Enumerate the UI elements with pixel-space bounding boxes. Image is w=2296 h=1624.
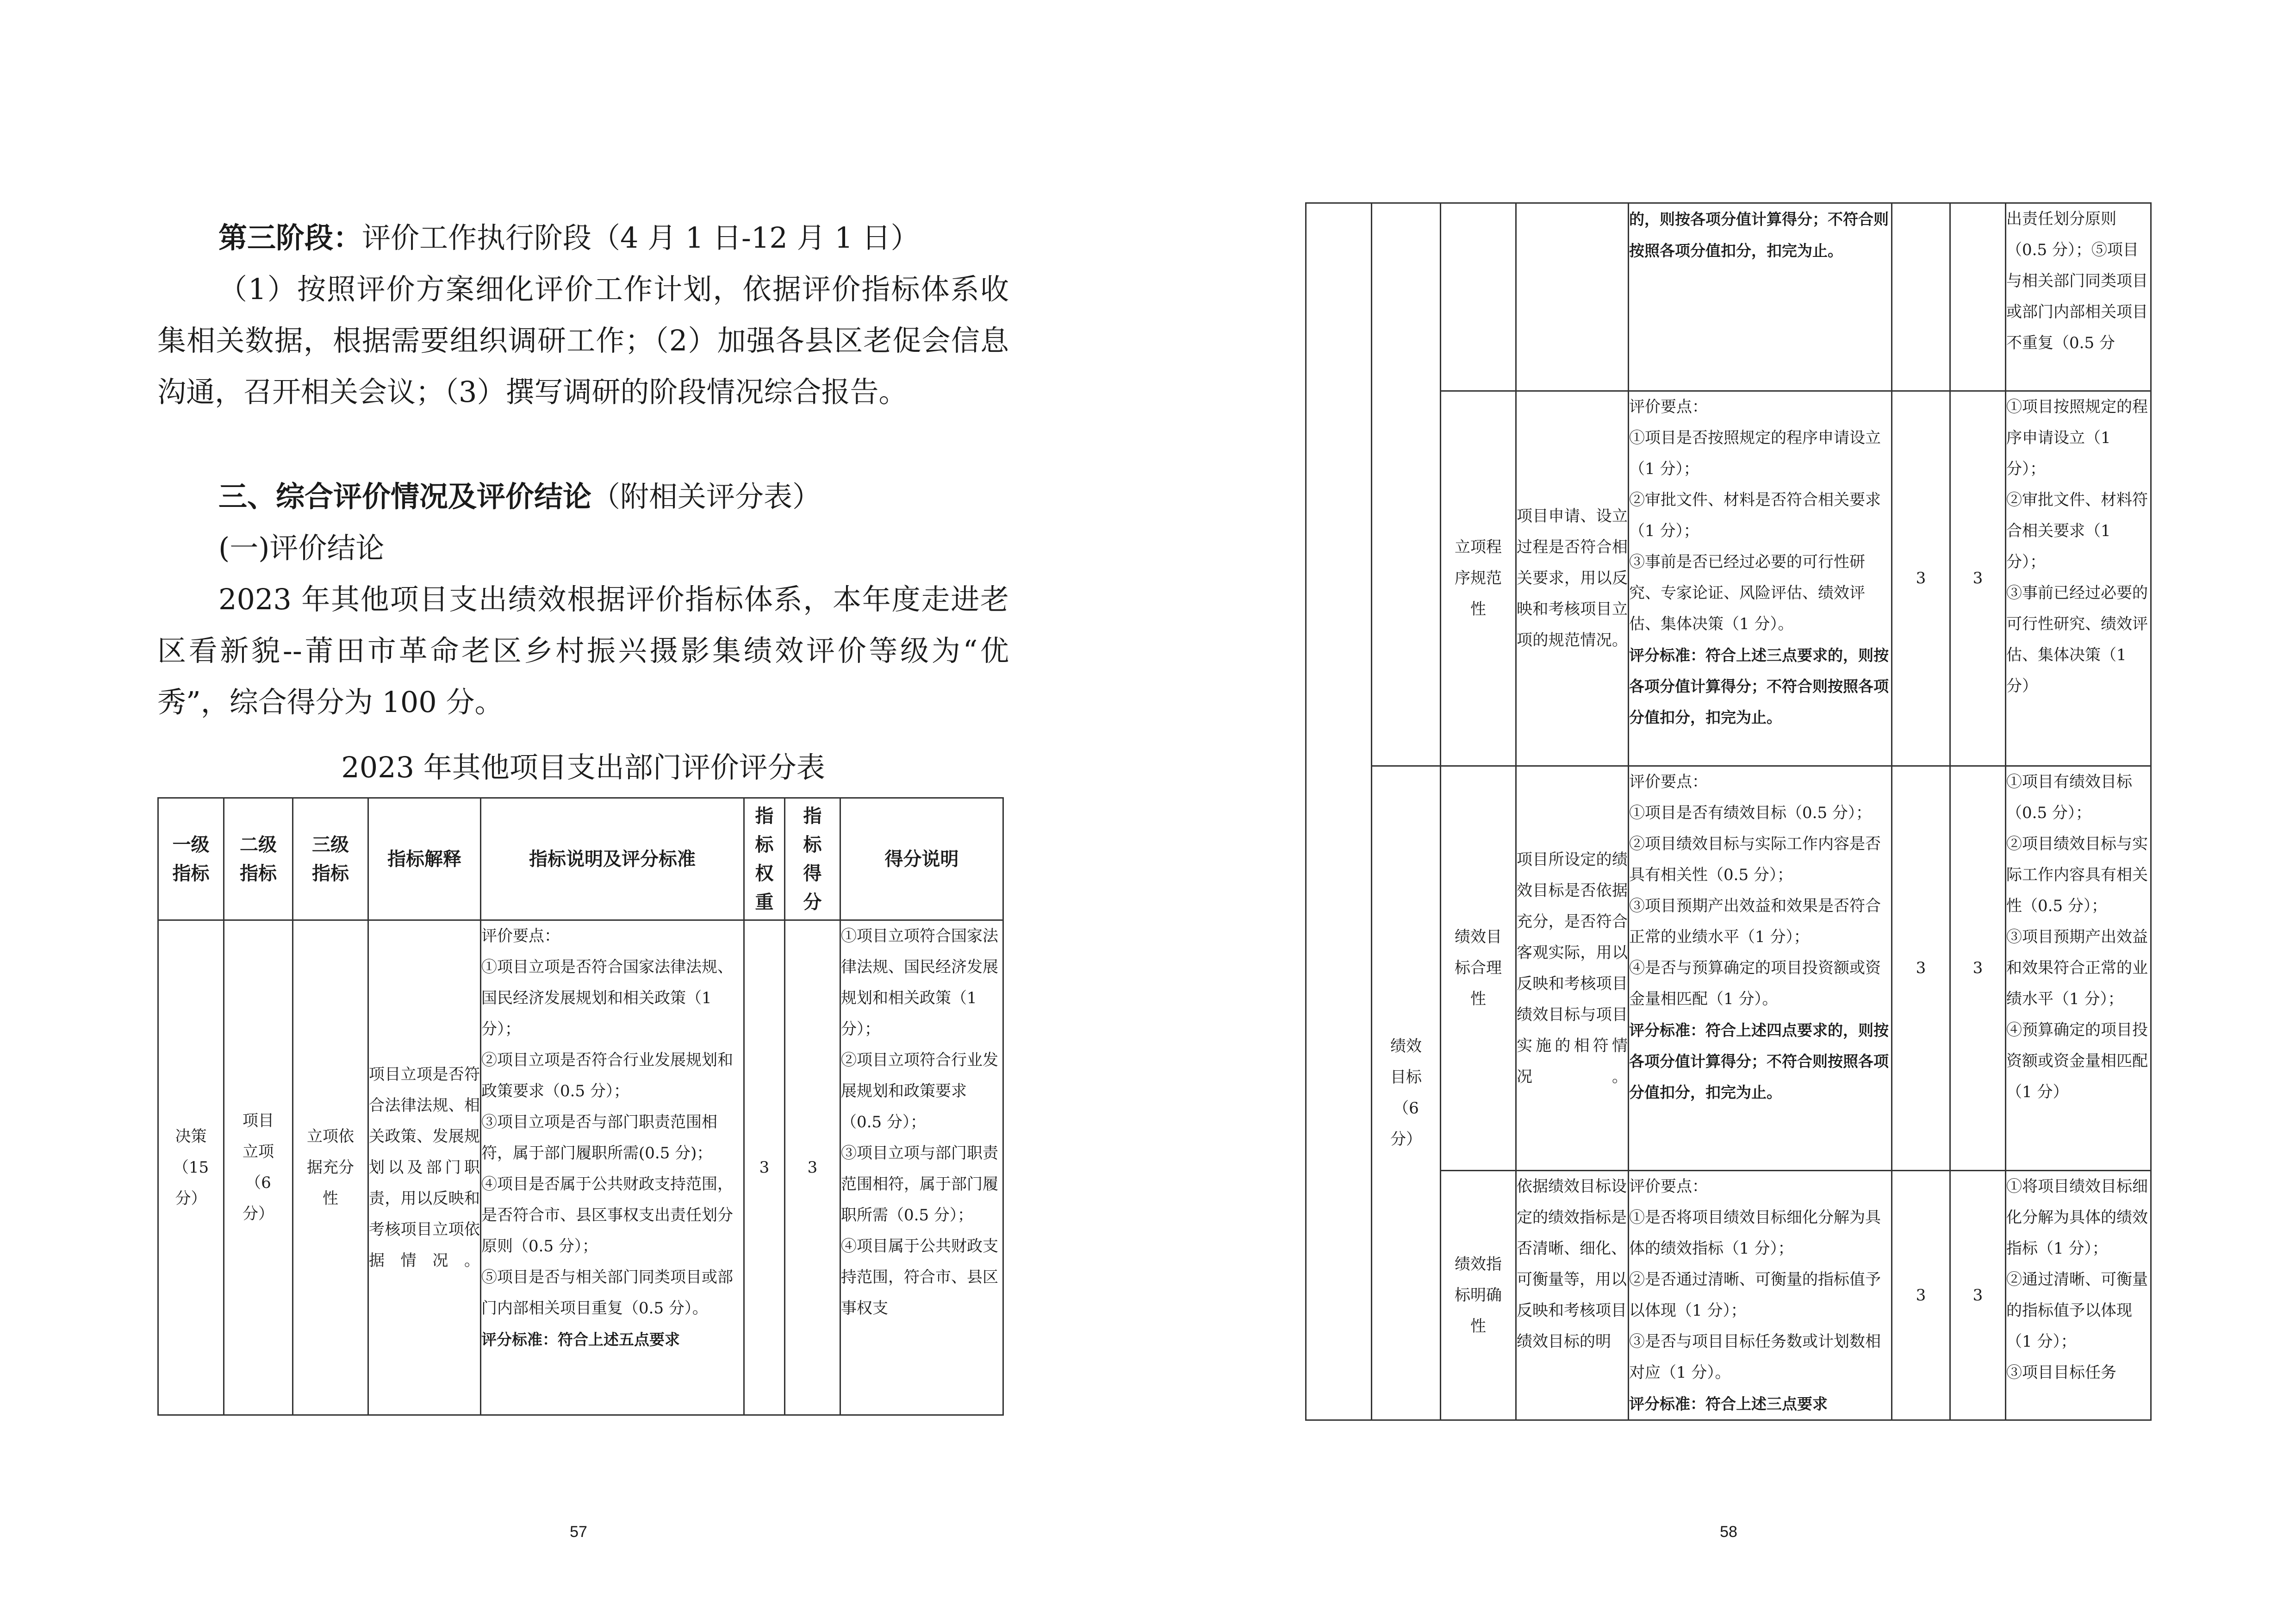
table-header-row (158, 798, 1003, 920)
cell-weight: 3 (1892, 766, 1950, 1171)
stage3-detail: （1）按照评价方案细化评价工作计划，依据评价指标体系收集相关数据，根据需要组织调研工作；（2）加强各县区老促会信息沟通，召开相关会议；（3）撰写调研的阶段情况综合报告。 (157, 272, 1009, 409)
cell-remark: ①项目有绩效目标（0.5 分）； ②项目绩效目标与实际工作内容具有相关性（0.5 分）； ③项目预期产出效益和效果符合正常的业绩水平（1 分）； ④预算确定的项目投资额或资金量相匹配（1 分） (2006, 766, 2151, 1171)
cell-score: 3 (785, 920, 840, 1415)
cell-explanation: 项目所设定的绩效目标是否依据充分，是否符合客观实际，用以反映和考核项目绩效目标与项目实施的相符情况。 (1516, 766, 1629, 1171)
cell-weight: 3 (1892, 1171, 1950, 1420)
cell-score: 3 (1950, 391, 2006, 766)
cell-score: 3 (1950, 1171, 2006, 1420)
cell-weight: 3 (1892, 391, 1950, 766)
cell-criteria-continued: 的，则按各项分值计算得分；不符合则按照各项分值扣分，扣完为止。 (1629, 203, 1892, 391)
table-row (1306, 203, 2151, 391)
cell-remark: ①项目立项符合国家法律法规、国民经济发展规划和相关政策（1分）； ②项目立项符合行业发展规划和政策要求（0.5 分）； ③项目立项与部门职责范围相符，属于部门履职所需（0.5 分）； ④项目属于公共财政支持范围，符合市、县区事权支 (840, 920, 1003, 1415)
page-number: 58 (1720, 1523, 1737, 1541)
score-table-left (157, 797, 1004, 1416)
stage3-text: 评价工作执行阶段（4 月 1 日-12 月 1 日） (362, 221, 920, 255)
cell-remark: ①项目按照规定的程序申请设立（1 分）； ②审批文件、材料符合相关要求（1 分）； ③事前已经过必要的可行性研究、绩效评估、集体决策（1 分） (2006, 391, 2151, 766)
cell-level3: 立项程序规范性 (1441, 391, 1516, 766)
section3-heading: 三、综合评价情况及评价结论 (218, 480, 592, 513)
stage3-label: 第三阶段： (218, 221, 362, 255)
cell-level2-goals: 绩效目标（6分） (1372, 766, 1441, 1420)
cell-criteria: 评价要点： ①项目是否按照规定的程序申请设立（1 分）； ②审批文件、材料是否符合相关要求（1 分）； ③事前是否已经过必要的可行性研究、专家论证、风险评估、绩效评估、集体决策（1 分）。 评分标准：符合上述三点要求的，则按各项分值计算得分；不符合则按照各项分值扣分，扣完为止。 (1629, 391, 1892, 766)
cell-level2-continued (1372, 203, 1441, 766)
cell-explanation: 项目立项是否符合法律法规、相关政策、发展规划以及部门职责，用以反映和考核项目立项依据情况。 (368, 920, 481, 1415)
cell-level3: 立项依据充分性 (293, 920, 368, 1415)
table-title: 2023 年其他项目支出部门评价评分表 (341, 750, 825, 784)
cell-score-continued (1950, 203, 2006, 391)
cell-explanation-continued (1516, 203, 1629, 391)
header-level3: 三级指标 (293, 798, 368, 920)
cell-remark: ①将项目绩效目标细化分解为具体的绩效指标（1 分）； ②通过清晰、可衡量的指标值予以体现（1 分）； ③项目目标任务 (2006, 1171, 2151, 1420)
cell-explanation: 依据绩效目标设定的绩效指标是否清晰、细化、可衡量等，用以反映和考核项目绩效目标的明 (1516, 1171, 1629, 1420)
right-page (1148, 0, 2296, 1624)
header-score: 指标得分 (785, 798, 840, 920)
conclusion-paragraph: 2023 年其他项目支出绩效根据评价指标体系，本年度走进老区看新貌--莆田市革命老区乡村振兴摄影集绩效评价等级为“优秀”，综合得分为 100 分。 (157, 582, 1009, 719)
cell-level3: 绩效指标明确性 (1441, 1171, 1516, 1420)
header-level1: 一级指标 (158, 798, 224, 920)
cell-criteria: 评价要点： ①项目立项是否符合国家法律法规、国民经济发展规划和相关政策（1 分）； ②项目立项是否符合行业发展规划和政策要求（0.5 分）； ③项目立项是否与部门职责范围相符，属于部门履职所需(0.5 分)； ④项目是否属于公共财政支持范围，是否符合市、县区事权支出责任划分原则（0.5 分）； ⑤项目是否与相关部门同类项目或部门内部相关项目重复（0.5 分）。 评分标准：符合上述五点要求 (481, 920, 744, 1415)
cell-level1-continued (1306, 203, 1372, 1420)
header-remark: 得分说明 (840, 798, 1003, 920)
header-level2: 二级指标 (224, 798, 293, 920)
header-weight: 指标权重 (744, 798, 785, 920)
score-table-right (1305, 202, 2152, 1421)
cell-level3-continued (1441, 203, 1516, 391)
table-row (158, 920, 1003, 1415)
stage3-line (157, 212, 1009, 263)
section3-heading-line (157, 471, 1009, 522)
cell-weight: 3 (744, 920, 785, 1415)
page-number: 57 (570, 1523, 587, 1541)
cell-level3: 绩效目标合理性 (1441, 766, 1516, 1171)
cell-criteria: 评价要点： ①是否将项目绩效目标细化分解为具体的绩效指标（1 分）； ②是否通过清晰、可衡量的指标值予以体现（1 分）； ③是否与项目目标任务数或计划数相对应（1 分）。 评分标准：符合上述三点要求 (1629, 1171, 1892, 1420)
cell-level1: 决策（15分） (158, 920, 224, 1415)
cell-weight-continued (1892, 203, 1950, 391)
cell-score: 3 (1950, 766, 2006, 1171)
section3-note: （附相关评分表） (591, 480, 821, 513)
cell-level2: 项目立项（6分） (224, 920, 293, 1415)
table-row (1306, 766, 2151, 1171)
subsection-heading: (一)评价结论 (218, 531, 385, 565)
cell-explanation: 项目申请、设立过程是否符合相关要求，用以反映和考核项目立项的规范情况。 (1516, 391, 1629, 766)
header-explanation: 指标解释 (368, 798, 481, 920)
cell-criteria: 评价要点： ①项目是否有绩效目标（0.5 分）； ②项目绩效目标与实际工作内容是否具有相关性（0.5 分）； ③项目预期产出效益和效果是否符合正常的业绩水平（1 分）； ④是否与预算确定的项目投资额或资金量相匹配（1 分）。 评分标准：符合上述四点要求的，则按各项分值计算得分；不符合则按照各项分值扣分，扣完为止。 (1629, 766, 1892, 1171)
header-criteria: 指标说明及评分标准 (481, 798, 744, 920)
cell-remark-continued: 出责任划分原则（0.5 分）；⑤项目与相关部门同类项目或部门内部相关项目不重复（0.5 分 (2006, 203, 2151, 391)
